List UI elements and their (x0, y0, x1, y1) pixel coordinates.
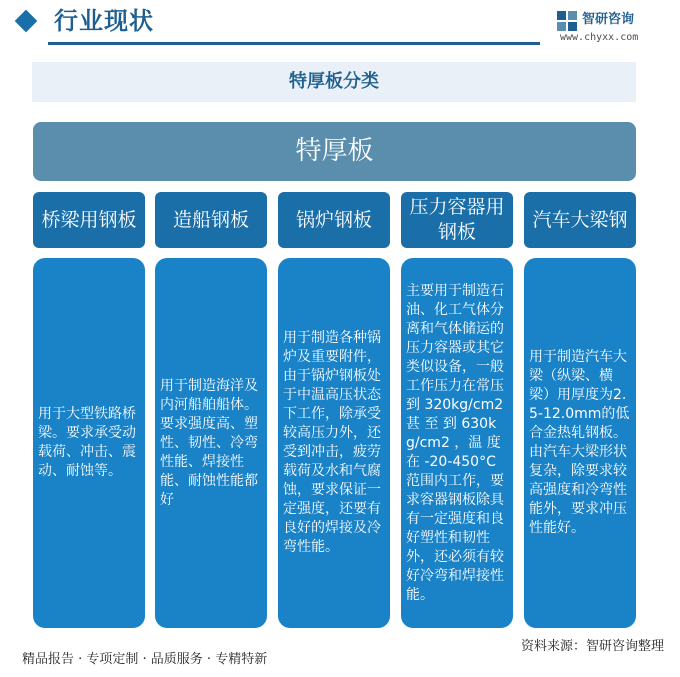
category-header-shipbuilding: 造船钢板 (155, 192, 267, 248)
category-desc: 用于制造海洋及内河船舶船体。要求强度高、塑性、韧性、冷弯性能、焊接性能、耐蚀性能都好 (160, 377, 258, 508)
header-rule (48, 42, 540, 45)
root-node (33, 122, 636, 181)
category-desc: 用于大型铁路桥梁。要求承受动载荷、冲击、震动、耐蚀等。 (38, 406, 136, 479)
diagram-subtitle: 特厚板分类 (289, 71, 379, 92)
source-note: 资料来源：智研咨询整理 (520, 639, 664, 654)
page-title: 行业现状 (54, 7, 154, 35)
category-header-automobile: 汽车大梁钢 (524, 192, 636, 248)
logo (556, 10, 656, 44)
category-header-pressure-vessel: 压力容器用钢板 (401, 192, 513, 248)
category-body-boiler (278, 258, 390, 628)
logo-icon (556, 10, 578, 32)
category-desc: 用于制造各种锅炉及重要附件，由于锅炉钢板处于中温高压状态下工作，除承受较高压力外，还受到冲击，疲劳载荷及水和气腐蚀，要求保证一定强度，还要有良好的焊接及冷弯性能。 (283, 330, 381, 555)
category-body-pressure-vessel (401, 258, 513, 628)
category-desc: 用于制造汽车大梁（纵梁、横梁）用厚度为2.5-12.0mm的低合金热轧钢板。由汽车大梁形状复杂，除要求较高强度和冷弯性能外，要求冲压性能好。 (529, 349, 630, 536)
category-body-bridge (33, 258, 145, 628)
category-header-boiler: 锅炉钢板 (278, 192, 390, 248)
footer-slogan: 精品报告 · 专项定制 · 品质服务 · 专精特新 (22, 652, 268, 667)
root-node-label: 特厚板 (295, 136, 374, 166)
diamond-icon (15, 10, 38, 33)
category-body-shipbuilding (155, 258, 267, 628)
logo-name: 智研咨询 (582, 12, 635, 27)
category-header-bridge: 桥梁用钢板 (33, 192, 145, 248)
category-desc: 主要用于制造石油、化工气体分离和气体储运的压力容器或其它类似设备，一般工作压力在常压到 320kg/cm2 甚 至 到 630kg/cm2 ，温 度 在 -20-450°C范围内工作，要求容器钢板除具有一定强度和良好塑性和韧性外，还必须有较好冷弯和焊接性能。 (406, 282, 504, 603)
category-body-automobile (524, 258, 636, 628)
subtitle-bar (32, 62, 636, 102)
logo-url: www.chyxx.com (560, 32, 639, 43)
